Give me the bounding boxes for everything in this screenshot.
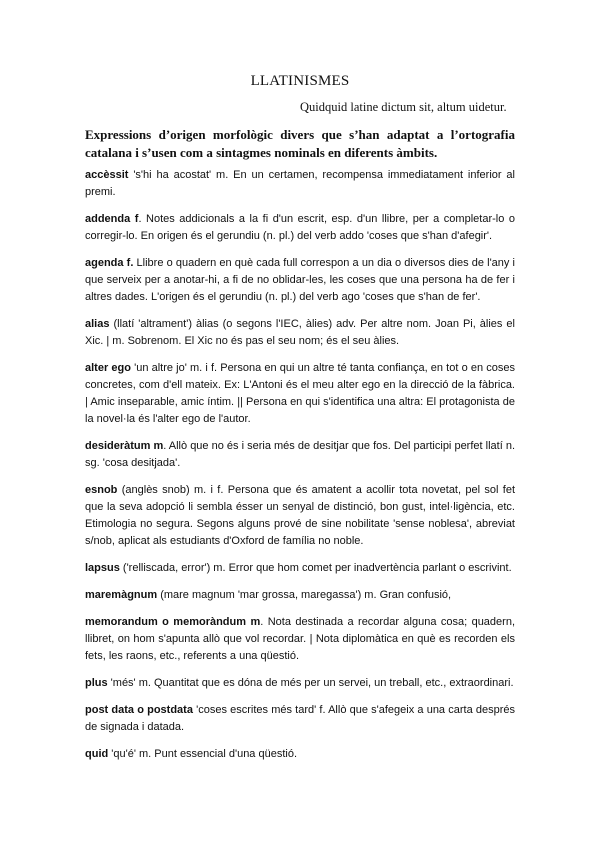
glossary-entry bbox=[85, 614, 515, 665]
entry-term: desideràtum m bbox=[85, 440, 164, 452]
entry-term: accèssit bbox=[85, 169, 129, 181]
entry-term: lapsus bbox=[85, 562, 120, 574]
entry-term: alter ego bbox=[85, 362, 131, 374]
glossary-entry bbox=[85, 482, 515, 550]
entry-definition: Llibre o quadern en què cada full correspon a un dia o diversos dies de l'any i que serveix per a anotar-hi, a fi de no oblidar-les, les coses que una persona ha de fer i altres dades. L'origen és el gerundiu (n. pl.) del verb ago 'coses que s'han de fer'. bbox=[85, 257, 515, 303]
entry-definition: 'un altre jo' m. i f. Persona en qui un altre té tanta confiança, en tot o en coses concretes, com d'ell mateix. Ex: L'Antoni és el meu alter ego en la direcció de la fàbrica. | Amic inseparable, amic íntim. || Persona en qui s'identifica una altra: El protagonista de la novel·la és l'alter ego de l'autor. bbox=[85, 362, 515, 425]
entry-term: quid bbox=[85, 748, 109, 760]
motto: Quidquid latine dictum sit, altum uidetur. bbox=[300, 100, 507, 114]
entry-term: esnob bbox=[85, 484, 118, 496]
entry-definition: (llatí 'altrament') àlias (o segons l'IEC, àlies) adv. Per altre nom. Joan Pi, àlies el Xic. | m. Sobrenom. El Xic no és pas el seu nom; és el seu àlies. bbox=[85, 318, 515, 347]
glossary-entry bbox=[85, 675, 515, 692]
entry-term: agenda f. bbox=[85, 257, 134, 269]
entry-definition: (anglès snob) m. i f. Persona que és amatent a acollir tota novetat, pel sol fet que la seva adopció li sembla ésser un senyal de distinció, bon gust, intel·ligència, etc. Etimologia no segura. Segons alguns prové de sine nobilitate 'sense noblesa', abreviat s/nob, aplicat als estudiants d'Oxford de família no noble. bbox=[85, 484, 515, 547]
glossary-entry bbox=[85, 746, 515, 763]
glossary-entry bbox=[85, 438, 515, 472]
glossary-entry bbox=[85, 316, 515, 350]
entry-definition: . Notes addicionals a la fi d'un escrit, esp. d'un llibre, per a completar-lo o corregir-lo. En origen és el gerundiu (n. pl.) del verb addo 'coses que s'han d'afegir'. bbox=[85, 213, 515, 242]
entry-term: plus bbox=[85, 677, 108, 689]
entry-term: alias bbox=[85, 318, 110, 330]
entry-term: memorandum o memoràndum m bbox=[85, 616, 261, 628]
glossary-entry bbox=[85, 167, 515, 201]
entry-definition: . Nota destinada a recordar alguna cosa; quadern, llibret, on hom s'apunta allò que vol recordar. | Nota diplomàtica en què es recorden els fets, les raons, etc., referents a una qüestió. bbox=[85, 616, 516, 662]
entry-definition: . Allò que no és i seria més de desitjar que fos. Del participi perfet llatí n. sg. 'cosa desitjada'. bbox=[85, 440, 515, 469]
entry-definition: 's'hi ha acostat' m. En un certamen, recompensa immediatament inferior al premi. bbox=[85, 169, 515, 198]
glossary-entry bbox=[85, 211, 515, 245]
entry-definition: (mare magnum 'mar grossa, maregassa') m. Gran confusió, bbox=[157, 589, 452, 601]
glossary-entry bbox=[85, 560, 515, 577]
entry-definition: 'qu'é' m. Punt essencial d'una qüestió. bbox=[108, 748, 298, 760]
intro-paragraph: Expressions d’origen morfològic divers que s’han adaptat a l’ortografia catalana i s’usen com a sintagmes nominals en diferents àmbits. bbox=[85, 127, 515, 160]
entry-definition: ('relliscada, error') m. Error que hom comet per inadvertència parlant o escrivint. bbox=[119, 562, 512, 574]
entry-term: post data o postdata bbox=[85, 704, 193, 716]
entry-definition: 'més' m. Quantitat que es dóna de més per un servei, un treball, etc., extraordinari. bbox=[107, 677, 514, 689]
entry-list bbox=[85, 167, 515, 773]
entry-term: maremàgnum bbox=[85, 589, 158, 601]
glossary-entry bbox=[85, 587, 515, 604]
page-title: LLATINISMES bbox=[250, 73, 350, 89]
glossary-entry bbox=[85, 255, 515, 306]
glossary-entry bbox=[85, 360, 515, 428]
entry-definition: 'coses escrites més tard' f. Allò que s'afegeix a una carta després de signada i datada. bbox=[85, 704, 515, 733]
glossary-entry bbox=[85, 702, 515, 736]
entry-term: addenda f bbox=[85, 213, 139, 225]
